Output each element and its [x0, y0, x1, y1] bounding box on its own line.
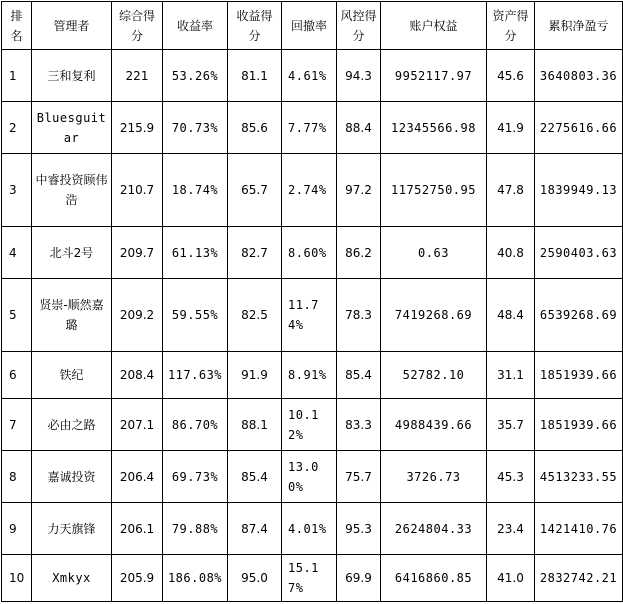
cell-manager: 贤崇-顺然嘉璐 [32, 279, 112, 352]
cell-total-score: 208.4 [112, 352, 163, 399]
cell-risk-score: 75.7 [337, 451, 381, 503]
cell-return-rate: 70.73% [163, 102, 228, 154]
header-cumulative-pnl: 累积净盈亏 [535, 2, 623, 50]
cell-total-score: 207.1 [112, 399, 163, 451]
cell-return-score: 91.9 [228, 352, 282, 399]
cell-rank: 1 [2, 50, 32, 102]
table-row [2, 503, 623, 555]
cell-rank: 3 [2, 154, 32, 227]
cell-rank: 8 [2, 451, 32, 503]
cell-account-equity: 11752750.95 [381, 154, 487, 227]
table-row [2, 399, 623, 451]
cell-manager: Bluesguitar [32, 102, 112, 154]
cell-return-rate: 186.08% [163, 555, 228, 602]
cell-rank: 10 [2, 555, 32, 602]
header-risk-score: 风控得分 [337, 2, 381, 50]
cell-return-rate: 79.88% [163, 503, 228, 555]
table-row [2, 352, 623, 399]
cell-cumulative-pnl: 1851939.66 [535, 352, 623, 399]
cell-asset-score: 41.9 [487, 102, 535, 154]
cell-risk-score: 83.3 [337, 399, 381, 451]
cell-drawdown-rate: 11.74% [282, 279, 337, 352]
cell-rank: 5 [2, 279, 32, 352]
cell-asset-score: 45.6 [487, 50, 535, 102]
cell-asset-score: 35.7 [487, 399, 535, 451]
cell-return-rate: 18.74% [163, 154, 228, 227]
table-row [2, 279, 623, 352]
cell-manager: 北斗2号 [32, 227, 112, 279]
cell-rank: 6 [2, 352, 32, 399]
cell-cumulative-pnl: 6539268.69 [535, 279, 623, 352]
cell-cumulative-pnl: 1421410.76 [535, 503, 623, 555]
cell-return-rate: 69.73% [163, 451, 228, 503]
cell-drawdown-rate: 4.01% [282, 503, 337, 555]
header-row [2, 2, 623, 50]
header-drawdown-rate: 回撤率 [282, 2, 337, 50]
table-row [2, 50, 623, 102]
cell-return-score: 81.1 [228, 50, 282, 102]
header-return-score: 收益得分 [228, 2, 282, 50]
cell-manager: 力天旗锋 [32, 503, 112, 555]
table-row [2, 102, 623, 154]
cell-cumulative-pnl: 2275616.66 [535, 102, 623, 154]
cell-rank: 7 [2, 399, 32, 451]
cell-asset-score: 23.4 [487, 503, 535, 555]
cell-cumulative-pnl: 3640803.36 [535, 50, 623, 102]
cell-return-score: 95.0 [228, 555, 282, 602]
cell-total-score: 215.9 [112, 102, 163, 154]
cell-cumulative-pnl: 1851939.66 [535, 399, 623, 451]
cell-asset-score: 31.1 [487, 352, 535, 399]
table-row [2, 451, 623, 503]
ranking-table [1, 1, 623, 602]
cell-account-equity: 12345566.98 [381, 102, 487, 154]
cell-total-score: 221 [112, 50, 163, 102]
cell-total-score: 209.7 [112, 227, 163, 279]
cell-cumulative-pnl: 4513233.55 [535, 451, 623, 503]
cell-risk-score: 85.4 [337, 352, 381, 399]
cell-account-equity: 6416860.85 [381, 555, 487, 602]
cell-manager: 必由之路 [32, 399, 112, 451]
cell-account-equity: 52782.10 [381, 352, 487, 399]
cell-drawdown-rate: 13.00% [282, 451, 337, 503]
cell-manager: 三和复利 [32, 50, 112, 102]
cell-drawdown-rate: 10.12% [282, 399, 337, 451]
cell-account-equity: 4988439.66 [381, 399, 487, 451]
cell-total-score: 210.7 [112, 154, 163, 227]
cell-asset-score: 47.8 [487, 154, 535, 227]
cell-asset-score: 41.0 [487, 555, 535, 602]
cell-drawdown-rate: 8.60% [282, 227, 337, 279]
cell-return-score: 85.4 [228, 451, 282, 503]
cell-drawdown-rate: 7.77% [282, 102, 337, 154]
table-row [2, 555, 623, 602]
header-return-rate: 收益率 [163, 2, 228, 50]
cell-return-rate: 53.26% [163, 50, 228, 102]
header-rank: 排名 [2, 2, 32, 50]
cell-return-rate: 117.63% [163, 352, 228, 399]
cell-account-equity: 2624804.33 [381, 503, 487, 555]
cell-cumulative-pnl: 2590403.63 [535, 227, 623, 279]
cell-risk-score: 69.9 [337, 555, 381, 602]
cell-asset-score: 45.3 [487, 451, 535, 503]
cell-return-rate: 61.13% [163, 227, 228, 279]
cell-risk-score: 86.2 [337, 227, 381, 279]
cell-return-rate: 59.55% [163, 279, 228, 352]
cell-return-score: 85.6 [228, 102, 282, 154]
cell-risk-score: 88.4 [337, 102, 381, 154]
cell-total-score: 209.2 [112, 279, 163, 352]
cell-risk-score: 97.2 [337, 154, 381, 227]
cell-manager: 嘉诚投资 [32, 451, 112, 503]
cell-return-score: 82.7 [228, 227, 282, 279]
cell-manager: 铁纪 [32, 352, 112, 399]
cell-return-score: 87.4 [228, 503, 282, 555]
cell-return-score: 82.5 [228, 279, 282, 352]
header-manager: 管理者 [32, 2, 112, 50]
header-account-equity: 账户权益 [381, 2, 487, 50]
cell-cumulative-pnl: 2832742.21 [535, 555, 623, 602]
cell-rank: 4 [2, 227, 32, 279]
cell-return-score: 88.1 [228, 399, 282, 451]
cell-manager: 中睿投资顾伟浩 [32, 154, 112, 227]
cell-manager: Xmkyx [32, 555, 112, 602]
cell-account-equity: 0.63 [381, 227, 487, 279]
cell-drawdown-rate: 2.74% [282, 154, 337, 227]
cell-risk-score: 78.3 [337, 279, 381, 352]
cell-asset-score: 48.4 [487, 279, 535, 352]
cell-risk-score: 95.3 [337, 503, 381, 555]
header-asset-score: 资产得分 [487, 2, 535, 50]
cell-drawdown-rate: 15.17% [282, 555, 337, 602]
cell-total-score: 206.4 [112, 451, 163, 503]
cell-cumulative-pnl: 1839949.13 [535, 154, 623, 227]
cell-asset-score: 40.8 [487, 227, 535, 279]
cell-rank: 2 [2, 102, 32, 154]
cell-risk-score: 94.3 [337, 50, 381, 102]
cell-account-equity: 7419268.69 [381, 279, 487, 352]
table-row [2, 154, 623, 227]
cell-return-rate: 86.70% [163, 399, 228, 451]
header-total-score: 综合得分 [112, 2, 163, 50]
cell-total-score: 205.9 [112, 555, 163, 602]
cell-drawdown-rate: 4.61% [282, 50, 337, 102]
cell-account-equity: 3726.73 [381, 451, 487, 503]
cell-total-score: 206.1 [112, 503, 163, 555]
table-row [2, 227, 623, 279]
cell-drawdown-rate: 8.91% [282, 352, 337, 399]
cell-rank: 9 [2, 503, 32, 555]
cell-account-equity: 9952117.97 [381, 50, 487, 102]
cell-return-score: 65.7 [228, 154, 282, 227]
